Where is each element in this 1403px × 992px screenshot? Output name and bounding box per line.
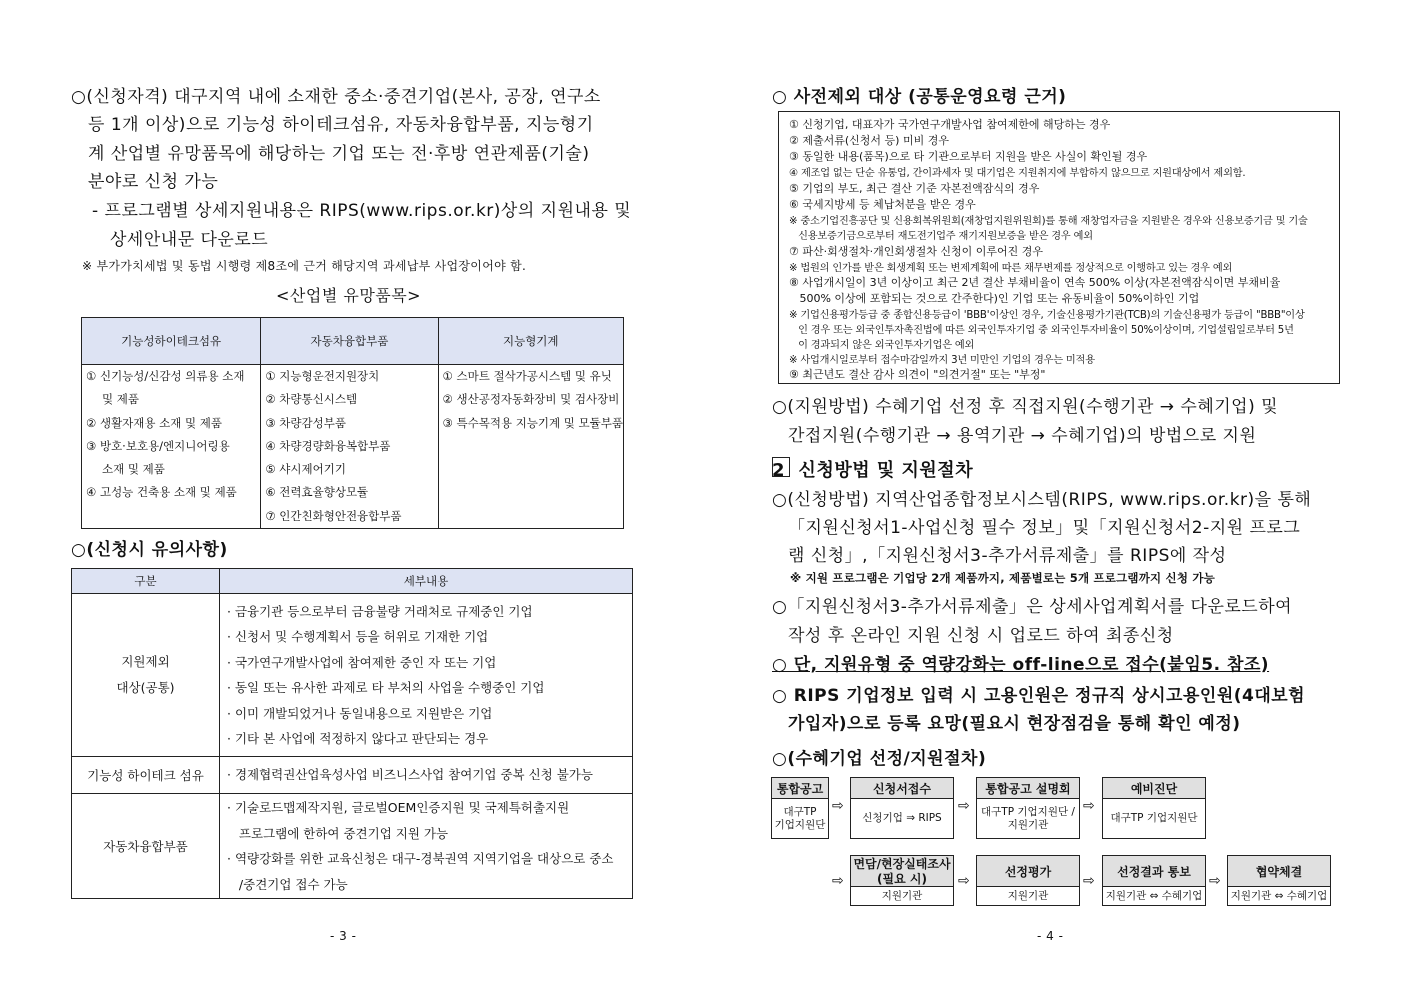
exclusion-item: 인 경우 또는 외국인투자촉진법에 따른 외국인투자기업 중 외국인투자비율이 50%이상이며, 기업설립일로부터 5년 [789, 325, 1294, 336]
list-item [439, 435, 623, 458]
flow-step-head: 신청서접수 [850, 777, 954, 799]
list-item: ① 스마트 절삭가공시스템 및 유닛 [442, 369, 612, 383]
exclusion-item: ※ 사업개시일로부터 접수마감일까지 3년 미만인 기업의 경우는 미적용 [789, 355, 1095, 366]
flow-arrow-icon: ⇨ [832, 873, 844, 889]
page-number: - 4 - [1037, 929, 1064, 943]
rips-line: 가입자)으로 등록 요망(필요시 현장점검을 통해 확인 예정) [788, 714, 1241, 734]
exclusion-item: 이 경과되지 않은 외국인투자기업은 예외 [789, 340, 975, 351]
list-item: ① 신기능성/신감성 의류용 소재 [86, 369, 245, 383]
flow-step-head: 선정결과 통보 [1102, 855, 1206, 887]
list-item: ③ 차량감성부품 [265, 415, 346, 430]
list-item: ⑦ 인간친화형안전융합부품 [265, 508, 402, 523]
flow-step-body: 대구TP 기업지원단 [771, 799, 829, 839]
flow-step-head: 협약체결 [1227, 855, 1331, 887]
industry-table [81, 317, 624, 529]
eligibility-line: 등 1개 이상)으로 기능성 하이테크섬유, 자동차융합부품, 지능형기 [88, 115, 594, 135]
page-number: - 3 - [330, 929, 357, 943]
flow-step-body: 신청기업 ⇒ RIPS [850, 799, 954, 839]
flow-arrow-icon: ⇨ [958, 873, 970, 889]
list-item: ③ 방호·보호용/엔지니어링용 [86, 438, 230, 453]
flow-step-head: 선정평가 [976, 855, 1080, 887]
flow-arrow-icon: ⇨ [1083, 873, 1095, 889]
upload-line: ○「지원신청서3-추가서류제출」은 상세사업계획서를 다운로드하여 [772, 597, 1293, 617]
exclusion-title: ○ 사전제외 대상 (공통운영요령 근거) [772, 87, 1067, 107]
flow-step-body: 지원기관 [976, 887, 1080, 906]
detail-item: · 국가연구개발사업에 참여제한 중인 자 또는 기업 [227, 654, 497, 670]
list-item: ① 지능형운전지원장치 [265, 369, 380, 383]
exclusion-item: ※ 기업신용평가등급 중 종합신용등급이 'BBB'이상인 경우, 기술신용평가기관(TCB)의 기술신용평가 등급이 "BBB"이상 [789, 310, 1305, 321]
exclusion-item: ③ 동일한 내용(품목)으로 타 기관으로부터 지원을 받은 사실이 확인될 경우 [789, 150, 1148, 163]
section2-title: 2 신청방법 및 지원절차 [772, 460, 974, 481]
flow-arrow-icon: ⇨ [958, 798, 970, 814]
list-item: ⑤ 샤시제어기기 [265, 462, 346, 477]
eligibility-line: 계 산업별 유망품목에 해당하는 기업 또는 전·후방 연관제품(기술) [88, 144, 590, 164]
exclusion-item: ⑤ 기업의 부도, 최근 결산 기준 자본전액잠식의 경우 [789, 182, 1040, 195]
detail-item: · 역량강화를 위한 교육신청은 대구-경북권역 지역기업을 대상으로 중소 [227, 851, 614, 866]
flow-step-body: 지원기관 ⇔ 수혜기업 [1102, 887, 1206, 906]
table1-header: 자동차융합부품 [261, 318, 438, 365]
table1-header: 기능성하이테크섬유 [82, 318, 261, 365]
table1-col3 [438, 365, 623, 529]
detail-item: · 기타 본 사업에 적정하지 않다고 판단되는 경우 [227, 731, 489, 746]
list-item: ③ 특수목적용 지능기계 및 모듈부품 [442, 415, 623, 430]
tax-note: ※ 부가가치세법 및 동법 시행령 제8조에 근거 해당지역 과세납부 사업장이어야 함. [82, 259, 527, 273]
flow-title: ○(수혜기업 선정/지원절차) [772, 749, 987, 769]
eligibility-line: 분야로 신청 가능 [88, 172, 219, 192]
list-item: ④ 고성능 건축용 소재 및 제품 [86, 485, 237, 500]
detail-item: · 경제협력권산업육성사업 비즈니스사업 참여기업 중복 신청 불가능 [227, 767, 593, 783]
detail-item: /중견기업 접수 가능 [227, 876, 348, 892]
table1-col2 [261, 365, 438, 529]
flow-step-body: 대구TP 기업지원단 / 지원기관 [976, 799, 1080, 839]
list-item: ④ 차량경량화융복합부품 [265, 438, 391, 453]
notes-title: ○(신청시 유의사항) [71, 540, 228, 560]
table2-details [220, 594, 633, 757]
rips-line: ○ RIPS 기업정보 입력 시 고용인원은 정규직 상시고용인원(4대보험 [772, 686, 1306, 706]
flow-step-body: 대구TP 기업지원단 [1102, 799, 1206, 839]
table2-details [220, 794, 633, 899]
list-item: ② 생활자재용 소재 및 제품 [86, 415, 223, 430]
exclusion-item: ① 신청기업, 대표자가 국가연구개발사업 참여제한에 해당하는 경우 [789, 118, 1111, 131]
table1-header: 지능형기계 [438, 318, 623, 365]
offline-line: ○ 단, 지원유형 중 역량강화는 off-line으로 접수(붙임5. 참조) [772, 655, 1270, 675]
list-item: ⑥ 전력효율향상모듈 [265, 485, 369, 500]
exclusion-item: ② 제출서류(신청서 등) 미비 경우 [789, 134, 949, 147]
support-method-line: 간접지원(수행기관 → 용역기관 → 수혜기업)의 방법으로 지원 [788, 426, 1257, 446]
flow-step-head: 통합공고 [771, 777, 829, 799]
apply-method-line: 「지원신청서1-사업신청 필수 정보」및「지원신청서2-지원 프로그 [788, 518, 1301, 538]
support-method-line: ○(지원방법) 수혜기업 선정 후 직접지원(수행기관 → 수혜기업) 및 [772, 397, 1279, 417]
detail-item: · 기술로드맵제작지원, 글로벌OEM인증지원 및 국제특허출지원 [227, 800, 570, 815]
apply-method-line: 램 신청」,「지원신청서3-추가서류제출」를 RIPS에 작성 [788, 546, 1227, 566]
eligibility-sub-line: - 프로그램별 상세지원내용은 RIPS(www.rips.or.kr)상의 지원내용 및 [92, 201, 632, 221]
notes-table [71, 568, 633, 899]
flow-step-head: 예비진단 [1102, 777, 1206, 799]
flow-step-body: 지원기관 ⇔ 수혜기업 [1227, 887, 1331, 906]
eligibility-sub-line: 상세안내문 다운로드 [110, 230, 269, 250]
detail-item: · 신청서 및 수행계획서 등을 허위로 기재한 기업 [227, 629, 489, 644]
list-item: ② 생산공정자동화장비 및 검사장비 [442, 392, 620, 407]
list-item [439, 458, 623, 481]
list-item [439, 505, 623, 528]
flow-arrow-icon: ⇨ [1083, 798, 1095, 814]
flow-step-head: 면담/현장실태조사 (필요 시) [850, 855, 954, 887]
list-item: ② 차량통신시스템 [265, 392, 358, 407]
list-item [82, 505, 260, 528]
detail-item: · 동일 또는 유사한 과제로 타 부처의 사업을 수행중인 기업 [227, 680, 545, 695]
exclusion-item: 500% 이상에 포함되는 것으로 간주한다)인 기업 또는 유동비율이 50%이하인 기업 [789, 292, 1200, 305]
table1-caption: <산업별 유망품목> [276, 286, 422, 305]
list-item [439, 481, 623, 504]
flow-step-head: 통합공고 설명회 [976, 777, 1080, 799]
exclusion-item: ④ 제조업 없는 단순 유통업, 간이과세자 및 대기업은 지원취지에 부합하지 않으므로 지원대상에서 제외함. [789, 168, 1246, 179]
flow-arrow-icon: ⇨ [832, 798, 844, 814]
exclusion-item: ※ 법원의 인가를 받은 회생계획 또는 변제계획에 따른 채무변제를 정상적으로 이행하고 있는 경우 예외 [789, 263, 1233, 274]
apply-method-line: ○(신청방법) 지역산업종합정보시스템(RIPS, www.rips.or.kr)을 통해 [772, 490, 1312, 510]
table2-header: 구분 [72, 569, 220, 594]
detail-item: · 금융기관 등으로부터 금융불량 거래처로 규제중인 기업 [227, 603, 533, 619]
table1-col1 [82, 365, 261, 529]
flow-step-body: 지원기관 [850, 887, 954, 906]
table2-details [220, 757, 633, 794]
exclusion-box [778, 111, 1340, 384]
exclusion-item: ⑥ 국세지방세 등 체납처분을 받은 경우 [789, 198, 976, 211]
exclusion-item: 신용보증기금으로부터 재도전기업주 재기지원보증을 받은 경우 예외 [789, 231, 1093, 242]
exclusion-item: ⑨ 최근년도 결산 감사 의견이 "의견거절" 또는 "부정" [789, 368, 1046, 381]
flow-arrow-icon: ⇨ [1209, 873, 1221, 889]
detail-item: · 이미 개발되었거나 동일내용으로 지원받은 기업 [227, 705, 493, 721]
table2-category: 기능성 하이테크 섬유 [72, 757, 220, 794]
list-item: 소재 및 제품 [102, 462, 165, 477]
section-number-box [772, 457, 790, 477]
eligibility-line: ○(신청자격) 대구지역 내에 소재한 중소·중견기업(본사, 공장, 연구소 [71, 87, 601, 107]
list-item: 및 제품 [102, 392, 139, 407]
exclusion-item: ⑦ 파산·회생절차·개인회생절차 신청이 이루어진 경우 [789, 245, 1043, 258]
detail-item: 프로그램에 한하여 중견기업 지원 가능 [227, 825, 449, 841]
table2-header: 세부내용 [220, 569, 633, 594]
upload-line: 작성 후 온라인 지원 신청 시 업로드 하여 최종신청 [788, 626, 1174, 646]
exclusion-item: ⑧ 사업개시일이 3년 이상이고 최근 2년 결산 부채비율이 연속 500% 이상(자본전액잠식이면 부채비율 [789, 276, 1281, 289]
apply-note: ※ 지원 프로그램은 기업당 2개 제품까지, 제품별로는 5개 프로그램까지 신청 가능 [790, 571, 1215, 585]
table2-category: 지원제외 대상(공통) [72, 594, 220, 757]
exclusion-item: ※ 중소기업진흥공단 및 신용회복위원회(재창업지원위원회)를 통해 재창업자금을 지원받은 경우와 신용보증기금 및 기술 [789, 216, 1308, 227]
table2-category: 자동차융합부품 [72, 794, 220, 899]
